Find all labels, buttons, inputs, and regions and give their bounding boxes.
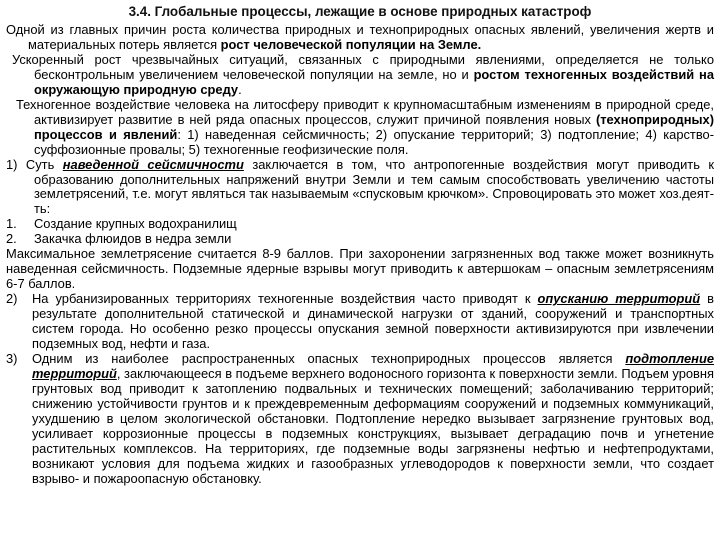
paragraph-text: : 1) наведенная сейсмичность; 2) опускание территорий; 3) подтопление; 4) карство-суффозионные провалы; 5) техногенные геофизические поля. (34, 126, 714, 157)
list-number: 3) (6, 350, 18, 366)
paragraph-text: заключается в том, что антропогенные воздействия могут приводить к образованию дополнительных напряжений внутри Земли и тем самым способствовать увеличению частоты землетрясений, т.е. могут являться так называемым «спусковым крючком». Спровоцировать это может хоз.деят-ть: (34, 156, 714, 217)
paragraph-growth (6, 53, 714, 98)
paragraph-text: Одним из наиболее распространенных опасных технoприродных процессов является (32, 350, 626, 366)
emphasis-text: подтопление территорий (32, 350, 714, 381)
paragraph-flooding (6, 352, 714, 487)
paragraph-body (32, 292, 714, 352)
paragraph-text: в результате дополнительной статической и динамической нагрузки от зданий, сооружений и транспортных систем города. Но особенно резко процессы опускания земной поверхности активизируются при извлечении подземных вод, нефти и газа. (32, 291, 714, 352)
emphasis-text: наведенной сейсмичности (62, 156, 244, 172)
content (6, 23, 714, 487)
list-number: 1. (6, 216, 17, 232)
list-item (6, 232, 714, 247)
list-number: 2) (6, 291, 18, 307)
emphasis-text: опусканию территорий (537, 291, 701, 307)
paragraph-seismicity (6, 158, 714, 218)
list-text: Закачка флюидов в недра земли (34, 231, 232, 247)
paragraph-lithosphere (6, 98, 714, 158)
paragraph-population (6, 23, 714, 53)
paragraph-text: Ускоренный рост чрезвычайных ситуаций, связанных с природными явлениями, определяется не только бесконтрольным увеличением человеческой популяции на земле, но и (12, 51, 714, 82)
emphasis-text: рост человеческой популяции на Земле. (220, 36, 482, 52)
paragraph-text: Одной из главных причин роста количества природных и технoприродных опасных явлений, увеличения жертв и материальных потерь является (6, 22, 714, 52)
page-title: 3.4. Глобальные процессы, лежащие в основе природных катастроф (128, 4, 592, 19)
list-item (6, 217, 714, 232)
paragraph-text: . (238, 81, 242, 97)
paragraph-text: 1) Суть (6, 156, 63, 172)
emphasis-text: (технoприродных) процессов и явлений (34, 111, 714, 142)
paragraph-earthquake: Максимальное землетрясение считается 8-9 баллов. При захоронении загрязненных вод также может возникнуть наведенная сейсмичность. Подземные ядерные взрывы могут приводить к автершокам – опасным землетрясениям 6-7 баллов. (6, 246, 714, 292)
paragraph-text: На урбанизированных территориях техногенные воздействия часто приводят к (32, 291, 538, 307)
paragraph-text: , заключающееся в подъеме верхнего водоносного горизонта к поверхности земли. Подъем уровня грунтовых вод приводит к затоплению подвальных и технических помещений; заболачиванию территорий; снижению устойчивости грунтов и к преждевременным деформациям сооружений и подземных коммуникаций, ухудшению в целом экологической обстановки. Подтопление нередко вызывает загрязнение грунтовых вод, усиливает коррозионные процессы в подземных конструкциях, вызывает деградацию почв и угнетение растительных комплексов. На территориях, где подземные воды загрязнены нефтью и нефтепродуктами, возникают условия для подъема жидких и газообразных углеводородов к поверхности земли, что создает взрыво- и пожароопасную обстановку. (32, 365, 714, 486)
paragraph-body (32, 352, 714, 487)
emphasis-text: ростом техногенных воздействий на окружающую природную среду (34, 66, 714, 97)
paragraph-text: Техногенное воздействие человека на литосферу приводит к крупномасштабным изменениям в природной среде, активизирует развитие в ней ряда опасных процессов, служит причиной появления новых (16, 96, 714, 127)
list-number: 2. (6, 231, 17, 247)
list-text: Создание крупных водохранилищ (34, 216, 237, 232)
paragraph-subsidence (6, 292, 714, 352)
